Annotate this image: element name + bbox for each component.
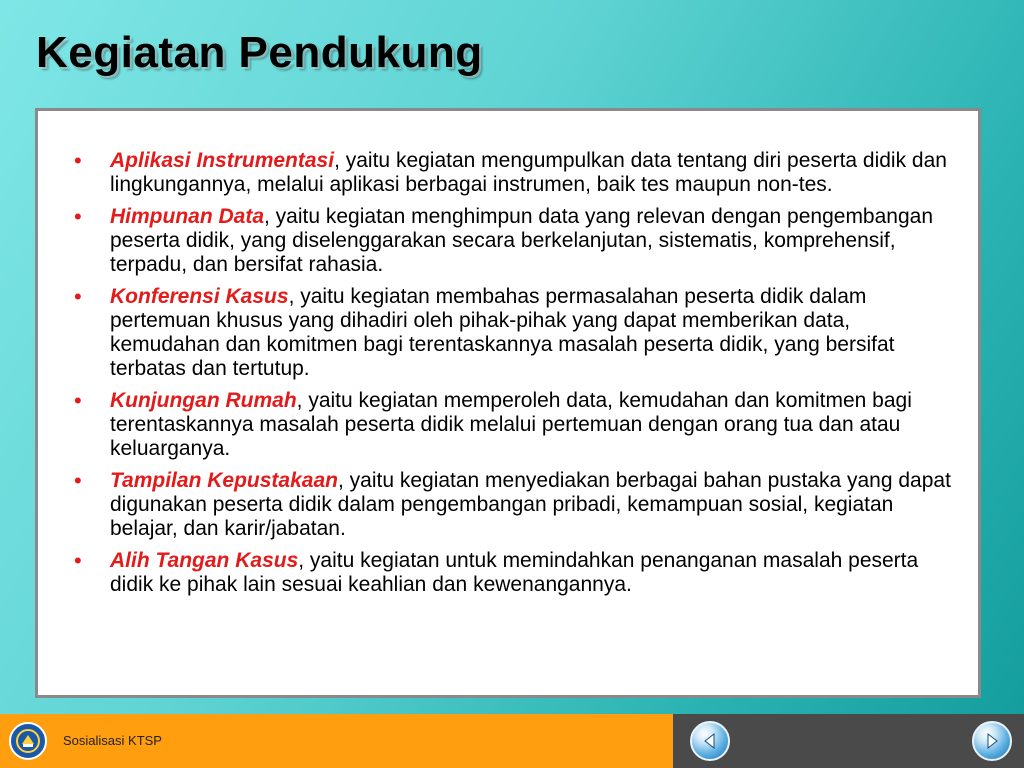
- bullet-icon: •: [74, 148, 82, 173]
- content-panel: [35, 108, 981, 698]
- item-text: [110, 549, 954, 597]
- item-text: [110, 149, 954, 197]
- item-text: [110, 389, 954, 461]
- bullet-icon: •: [74, 468, 82, 493]
- list-item: [74, 285, 954, 381]
- item-desc: , yaitu kegiatan menghimpun data yang relevan dengan pengembangan peserta didik, yang diselenggarakan secara berkelanjutan, sistematis, komprehensif, terpadu, dan bersifat rahasia.: [110, 205, 934, 276]
- item-term: Tampilan Kepustakaan: [110, 469, 338, 492]
- arrow-right-icon: [982, 731, 1002, 751]
- list-item: [74, 549, 954, 597]
- list-item: [74, 205, 954, 277]
- bullet-icon: •: [74, 284, 82, 309]
- previous-slide-button[interactable]: [690, 721, 730, 761]
- footer-label: Sosialisasi KTSP: [63, 733, 162, 748]
- arrow-left-icon: [700, 731, 720, 751]
- list-item: [74, 469, 954, 541]
- item-desc: , yaitu kegiatan mengumpulkan data tentang diri peserta didik dan lingkungannya, melalui aplikasi berbagai instrumen, baik tes maupun non-tes.: [110, 149, 947, 196]
- activity-list: [74, 149, 954, 605]
- item-text: [110, 205, 954, 277]
- item-term: Kunjungan Rumah: [110, 389, 297, 412]
- emblem-logo-icon-graphic: [15, 728, 41, 754]
- item-term: Aplikasi Instrumentasi: [110, 149, 335, 172]
- bullet-icon: •: [74, 388, 82, 413]
- slide-title: Kegiatan Pendukung: [36, 28, 483, 77]
- item-term: Himpunan Data: [110, 205, 265, 228]
- item-desc: , yaitu kegiatan memperoleh data, kemudahan dan komitmen bagi terentaskannya masalah peserta didik melalui pertemuan dengan orang tua dan atau keluarganya.: [110, 389, 912, 460]
- footer-left-band: [0, 714, 673, 768]
- item-term: Konferensi Kasus: [110, 285, 289, 308]
- next-slide-button[interactable]: [972, 721, 1012, 761]
- emblem-logo-icon: [9, 722, 47, 760]
- item-text: [110, 469, 954, 541]
- item-term: Alih Tangan Kasus: [110, 549, 299, 572]
- item-desc: , yaitu kegiatan menyediakan berbagai bahan pustaka yang dapat digunakan peserta didik dalam pengembangan pribadi, kemampuan sosial, kegiatan belajar, dan karir/jabatan.: [110, 469, 951, 540]
- list-item: [74, 389, 954, 461]
- item-desc: , yaitu kegiatan membahas permasalahan peserta didik dalam pertemuan khusus yang dihadiri oleh pihak-pihak yang dapat memberikan data, kemudahan dan komitmen bagi terentaskannya masalah peserta didik, yang bersifat terbatas dan tertutup.: [110, 285, 895, 380]
- bullet-icon: •: [74, 204, 82, 229]
- footer-bar: [0, 714, 1024, 768]
- item-text: [110, 285, 954, 381]
- list-item: [74, 149, 954, 197]
- item-desc: , yaitu kegiatan untuk memindahkan penanganan masalah peserta didik ke pihak lain sesuai keahlian dan kewenangannya.: [110, 549, 919, 596]
- bullet-icon: •: [74, 548, 82, 573]
